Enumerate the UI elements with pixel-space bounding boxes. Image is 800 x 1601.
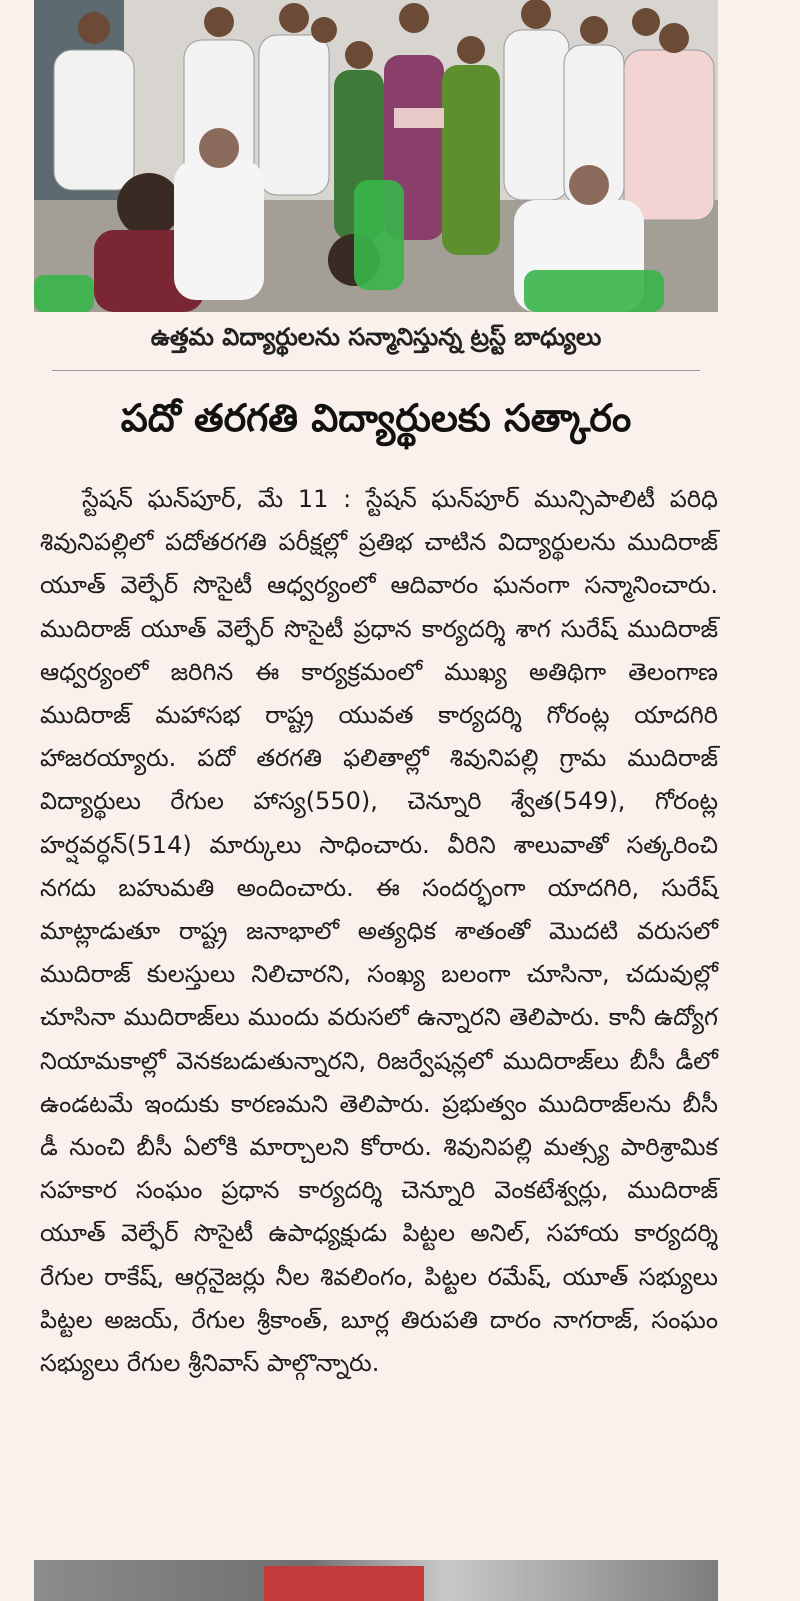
photo-caption: ఉత్తమ విద్యార్థులను సన్మానిస్తున్న ట్రస్ట్ బాధ్యులు [150, 323, 602, 351]
next-photo-partial [34, 1560, 718, 1601]
event-photo [34, 0, 718, 312]
red-banner [264, 1566, 424, 1601]
divider [52, 370, 700, 371]
headline: పదో తరగతి విద్యార్థులకు సత్కారం [120, 396, 632, 440]
article-body: స్టేషన్ ఘన్‌పూర్, మే 11 : స్టేషన్ ఘన్‌పూర్ మున్సిపాలిటీ పరిధి శివునిపల్లిలో పదోతరగతి పరీక్షల్లో ప్రతిభ చాటిన విద్యార్థులను ముదిరాజ్ యూత్ వెల్ఫేర్ సొసైటీ ఆధ్వర్యంలో ఆదివారం ఘనంగా సన్మానించారు. ముదిరాజ్ యూత్ వెల్ఫేర్ సొసైటీ ప్రధాన కార్యదర్శి శాగ సురేష్ ముదిరాజ్ ఆధ్వర్యంలో జరిగిన ఈ కార్యక్రమంలో ముఖ్య అతిథిగా తెలంగాణ ముదిరాజ్ మహాసభ రాష్ట్ర యువత కార్యదర్శి గోరంట్ల యాదగిరి హాజరయ్యారు. పదో తరగతి ఫలితాల్లో శివునిపల్లి గ్రామ ముదిరాజ్ విద్యార్థులు రేగుల హాస్య(550), చెన్నూరి శ్వేత(549), గోరంట్ల హర్షవర్ధన్(514) మార్కులు సాధించారు. వీరిని శాలువాతో సత్కరించి నగదు బహుమతి అందించారు. ఈ సందర్భంగా యాదగిరి, సురేష్ మాట్లాడుతూ రాష్ట్ర జనాభాలో అత్యధిక శాతంతో మొదటి వరుసలో ముదిరాజ్ కులస్తులు నిలిచారని, సంఖ్య బలంగా చూసినా, చదువుల్లో చూసినా ముదిరాజ్‌లు ముందు వరుసలో ఉన్నారని తెలిపారు. కానీ ఉద్యోగ నియామకాల్లో వెనకబడుతున్నారని, రిజర్వేషన్లలో ముదిరాజ్‌లు బీసీ డీలో ఉండటమే ఇందుకు కారణమని తెలిపారు. ప్రభుత్వం ముదిరాజ్‌లను బీసీ డీ నుంచి బీసీ ఏలోకి మార్చాలని కోరారు. శివునిపల్లి మత్స్య పారిశ్రామిక సహకార సంఘం ప్రధాన కార్యదర్శి చెన్నూరి వెంకటేశ్వర్లు, ముదిరాజ్ యూత్ వెల్ఫేర్ సొసైటీ ఉపాధ్యక్షుడు పిట్టల అనిల్, సహాయ కార్యదర్శి రేగుల రాకేష్, ఆర్గనైజర్లు నీల శివలింగం, పిట్టల రమేష్, యూత్ సభ్యులు పిట్టల అజయ్, రేగుల శ్రీకాంత్, బూర్ల తిరుపతి దారం నాగరాజ్, సంఘం సభ్యులు రేగుల శ్రీనివాస్ పాల్గొన్నారు. [40, 485, 718, 1378]
event-photo-illustration [34, 0, 718, 312]
